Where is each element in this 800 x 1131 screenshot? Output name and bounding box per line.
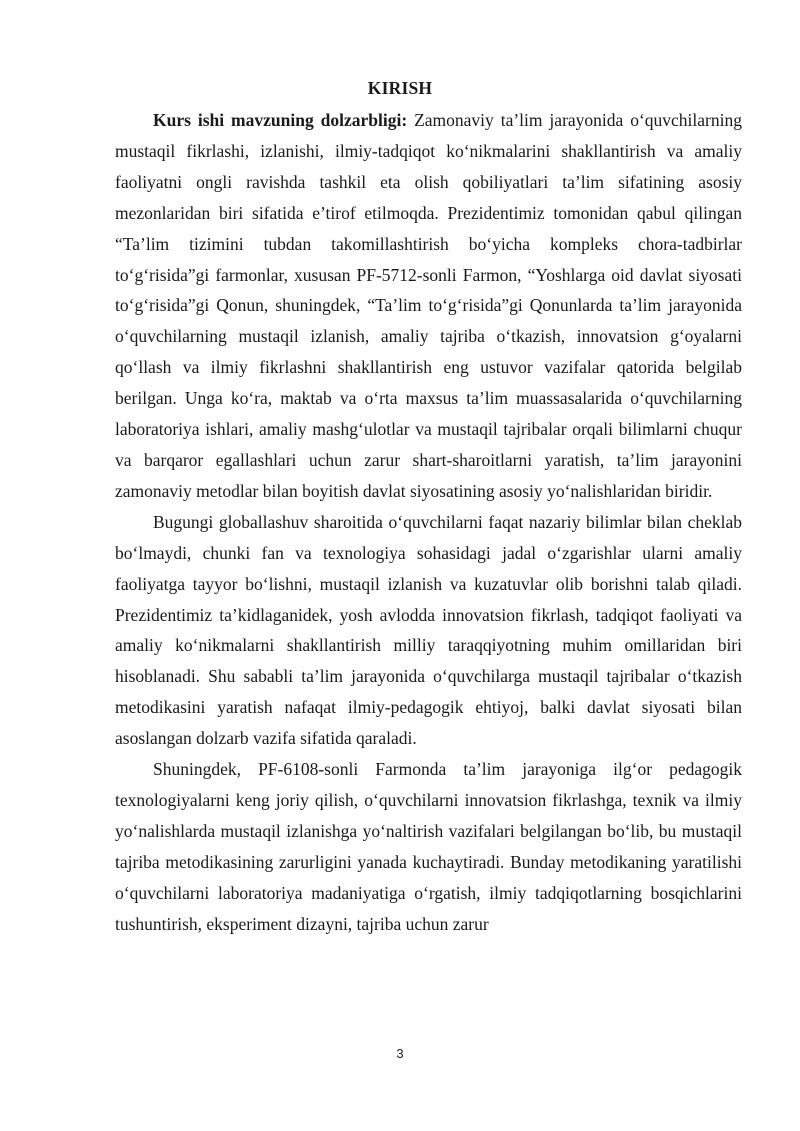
paragraph-decree (115, 754, 742, 939)
paragraph-globalization (115, 507, 742, 754)
page-title: KIRISH (367, 78, 433, 98)
page-number: 3 (396, 1046, 404, 1061)
paragraph-text: Zamonaviy ta’lim jarayonida o‘quvchilarning mustaqil fikrlashi, izlanishi, ilmiy-tadqiqot ko‘nikmalarini shakllantirish va amaliy faoliyatni ongli ravishda tashkil eta olish qobiliyatlari ta’lim sifatining asosiy mezonlaridan biri sifatida e’tirof etilmoqda. Prezidentimiz tomonidan qabul qilingan “Ta’lim tizimini tubdan takomillashtirish bo‘yicha kompleks chora-tadbirlar to‘g‘risida”gi farmonlar, xususan PF-5712-sonli Farmon, “Yoshlarga oid davlat siyosati to‘g‘risida”gi Qonun, shuningdek, “Ta’lim to‘g‘risida”gi Qonunlarda ta’lim jarayonida o‘quvchilarning mustaqil izlanish, amaliy tajriba o‘tkazish, innovatsion g‘oyalarni qo‘llash va ilmiy fikrlashni shakllantirish eng ustuvor vazifalar qatorida belgilab berilgan. Unga ko‘ra, maktab va o‘rta maxsus ta’lim muassasalarida o‘quvchilarning laboratoriya ishlari, amaliy mashg‘ulotlar va mustaqil tajribalar orqali bilimlarni chuqur va barqaror egallashlari uchun zarur shart-sharoitlarni yaratish, ta’lim jarayonini zamonaviy metodlar bilan boyitish davlat siyosatining asosiy yo‘nalishlaridan biridir. (115, 110, 742, 501)
paragraph-relevance (115, 105, 742, 507)
paragraph-text: Bugungi globallashuv sharoitida o‘quvchilarni faqat nazariy bilimlar bilan cheklab bo‘lmaydi, chunki fan va texnologiya sohasidagi jadal o‘zgarishlar ularni amaliy faoliyatga tayyor bo‘lishni, mustaqil izlanish va kuzatuvlar olib borishni talab qiladi. Prezidentimiz ta’kidlaganidek, yosh avlodda innovatsion fikrlash, tadqiqot faoliyati va amaliy ko‘nikmalarni shakllantirish milliy taraqqiyotning muhim omillaridan biri hisoblanadi. Shu sababli ta’lim jarayonida o‘quvchilarga mustaqil tajribalar o‘tkazish metodikasini yaratish nafaqat ilmiy-pedagogik ehtiyoj, balki davlat siyosati bilan asoslangan dolzarb vazifa sifatida qaraladi. (115, 511, 742, 749)
paragraph-lead: Kurs ishi mavzuning dolzarbligi: (153, 110, 408, 130)
paragraph-text: Shuningdek, PF-6108-sonli Farmonda ta’lim jarayoniga ilg‘or pedagogik texnologiyalarni keng joriy qilish, o‘quvchilarni innovatsion fikrlashga, texnik va ilmiy yo‘nalishlarda mustaqil izlanishga yo‘naltirish vazifalari belgilangan bo‘lib, bu mustaqil tajriba metodikasining zarurligini yanada kuchaytiradi. Bunday metodikaning yaratilishi o‘quvchilarni laboratoriya madaniyatiga o‘rgatish, ilmiy tadqiqotlarning bosqichlarini tushuntirish, eksperiment dizayni, tajriba uchun zarur (115, 759, 742, 934)
body-text (115, 105, 742, 939)
